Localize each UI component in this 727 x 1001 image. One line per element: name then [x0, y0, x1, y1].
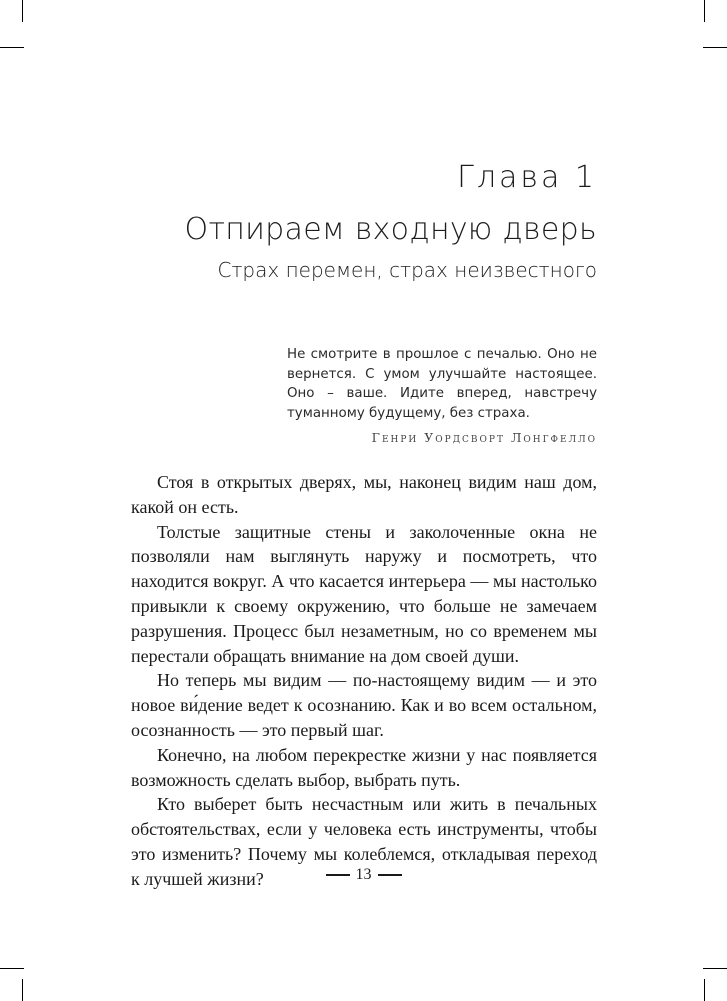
dash-right [378, 874, 402, 876]
paragraph: Конечно, на любом перекрестке жизни у нас появляется возможность сделать выбор, выбрать путь. [131, 744, 597, 790]
crop-mark [22, 0, 23, 22]
paragraph: Кто выберет быть несчастным или жить в печальных обстоятельствах, если у человека есть инструменты, чтобы это изменить? Почему мы колеблемся, откладывая переход к лучшей жизни? [131, 794, 597, 889]
crop-mark [703, 968, 727, 969]
paragraph: Но теперь мы видим — по-настоящему видим — и это новое ви́дение ведет к осознанию. Как и во всем остальном, осознанность — это первый шаг. [131, 670, 597, 740]
paragraph: Толстые защитные стены и заколоченные окна не позволяли нам выглянуть наружу и посмотреть, что находится вокруг. А что касается интерьера — мы настолько привыкли к своему окружению, что больше не замечаем разрушения. Процесс был незаметным, но со временем мы перестали обращать внимание на дом своей души. [131, 521, 597, 666]
chapter-subtitle: Страх перемен, страх неизвестного [217, 258, 597, 282]
crop-mark [0, 968, 24, 969]
epigraph-text: Не смотрите в прошлое с печалью. Оно не вернется. С умом улучшайте настоящее. Оно – ваше. Идите вперед, навстречу туманному будущему, без страха. [287, 347, 597, 421]
crop-mark [703, 47, 727, 48]
body-text [131, 470, 597, 892]
dash-left [326, 874, 350, 876]
page-number [0, 866, 727, 884]
crop-mark [704, 979, 705, 1001]
epigraph-author: Генри Уордсворт Лонгфелло [371, 430, 597, 445]
paragraph: Стоя в открытых дверях, мы, наконец видим наш дом, какой он есть. [131, 472, 597, 517]
crop-mark [0, 47, 24, 48]
page-number-value: 13 [355, 866, 372, 883]
chapter-title: Отпираем входную дверь [184, 212, 597, 247]
crop-mark [22, 979, 23, 1001]
chapter-number: Глава 1 [457, 160, 597, 195]
crop-mark [704, 0, 705, 22]
